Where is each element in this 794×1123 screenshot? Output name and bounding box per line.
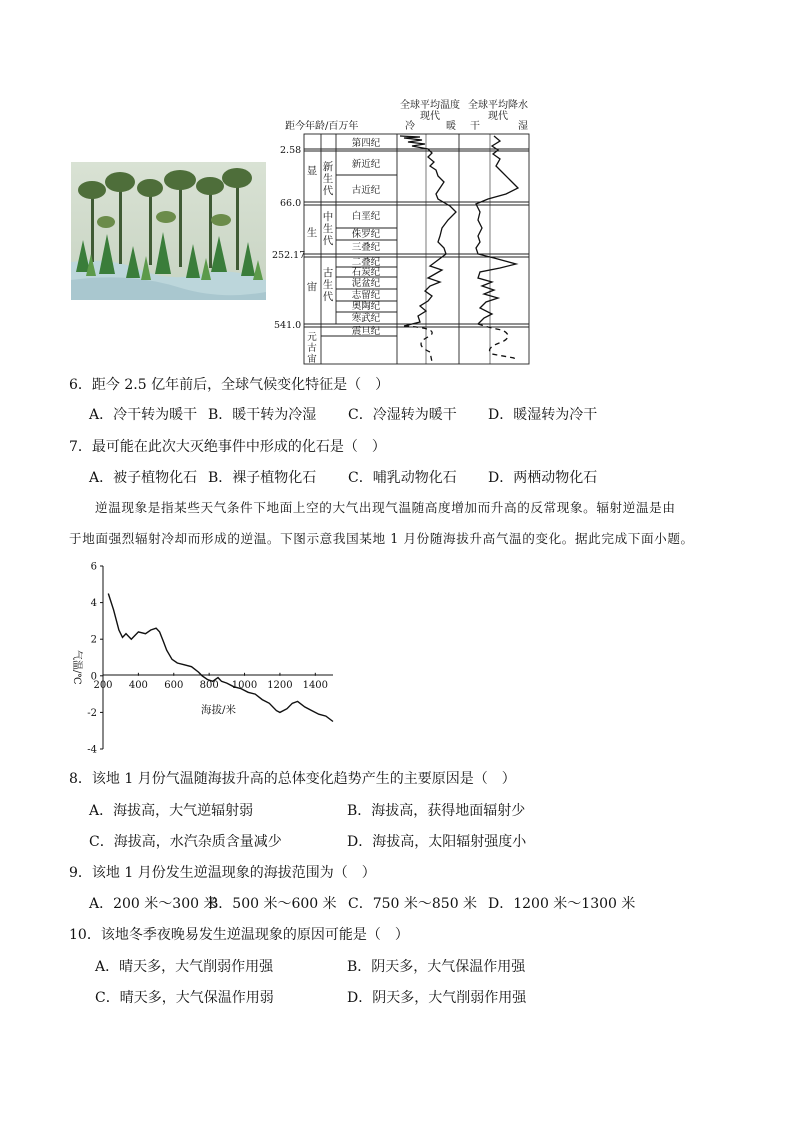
era-char: 代 bbox=[322, 235, 334, 247]
age-label-2-58: 2.58 bbox=[280, 145, 302, 156]
q7-option-b[interactable]: B．裸子植物化石 bbox=[208, 470, 317, 486]
question-6-stem: 6．距今 2.5 亿年前后，全球气候变化特征是（ ） bbox=[69, 377, 390, 393]
temperature-series-line bbox=[108, 594, 333, 722]
period-label: 新近纪 bbox=[351, 159, 381, 170]
q7-option-a[interactable]: A．被子植物化石 bbox=[89, 470, 198, 486]
eon-char: 古 bbox=[307, 343, 317, 354]
era-char: 代 bbox=[322, 291, 334, 303]
age-label-252: 252.17 bbox=[272, 250, 306, 261]
precipitation-curve-dashed bbox=[478, 324, 516, 362]
temperature-altitude-chart bbox=[66, 556, 346, 756]
period-label: 侏罗纪 bbox=[351, 229, 381, 240]
era-char: 代 bbox=[322, 185, 334, 197]
q6-option-d[interactable]: D．暖湿转为冷干 bbox=[488, 407, 598, 423]
question-8-stem: 8．该地 1 月份气温随海拔升高的总体变化趋势产生的主要原因是（ ） bbox=[69, 771, 516, 787]
q7-option-c[interactable]: C．哺乳动物化石 bbox=[348, 470, 457, 486]
eon-char: 宙 bbox=[306, 281, 318, 293]
q9-option-a[interactable]: A．200 米～300 米 bbox=[89, 896, 218, 912]
y-tick-label: 0 bbox=[90, 671, 97, 683]
age-label-66: 66.0 bbox=[280, 198, 302, 209]
precip-header-line2: 现代 bbox=[488, 111, 508, 122]
period-label: 三叠纪 bbox=[351, 242, 381, 253]
y-tick-label: 6 bbox=[90, 561, 97, 573]
q6-option-c[interactable]: C．冷湿转为暖干 bbox=[348, 407, 457, 423]
y-tick-label: -4 bbox=[87, 744, 97, 756]
temp-end-warm: 暖 bbox=[446, 121, 456, 132]
precip-header-line1: 全球平均降水 bbox=[468, 100, 528, 111]
q8-option-c[interactable]: C．海拔高，水汽杂质含量减少 bbox=[89, 834, 282, 850]
period-label: 二叠纪 bbox=[351, 257, 381, 268]
eon-char: 宙 bbox=[307, 354, 317, 365]
temp-end-cold: 冷 bbox=[405, 121, 415, 132]
age-label-541: 541.0 bbox=[274, 320, 302, 331]
eon-char: 显 bbox=[306, 165, 318, 177]
y-tick-label: 2 bbox=[90, 634, 97, 646]
period-label: 古近纪 bbox=[351, 185, 381, 196]
period-label: 石炭纪 bbox=[351, 267, 381, 278]
q9-option-b[interactable]: B．500 米～600 米 bbox=[208, 896, 337, 912]
precipitation-curve bbox=[476, 136, 518, 324]
x-tick-label: 1200 bbox=[267, 679, 293, 691]
temperature-curve-dashed bbox=[404, 326, 432, 362]
eon-char: 元 bbox=[307, 332, 317, 343]
passage-line-2: 于地面强烈辐射冷却而形成的逆温。下图示意我国某地 1 月份随海拔升高气温的变化。据此完成下面小题。 bbox=[69, 531, 694, 546]
period-label: 泥盆纪 bbox=[351, 278, 381, 289]
question-10-stem: 10．该地冬季夜晚易发生逆温现象的原因可能是（ ） bbox=[69, 927, 409, 943]
era-char: 生 bbox=[322, 173, 334, 185]
q8-option-b[interactable]: B．海拔高，获得地面辐射少 bbox=[347, 803, 526, 819]
temp-header-line2: 现代 bbox=[420, 111, 440, 122]
x-axis-label: 海拔/米 bbox=[201, 704, 237, 716]
q8-option-d[interactable]: D．海拔高，太阳辐射强度小 bbox=[347, 834, 527, 850]
era-char: 中 bbox=[322, 211, 334, 223]
q7-option-d[interactable]: D．两栖动物化石 bbox=[488, 470, 598, 486]
x-tick-label: 200 bbox=[93, 679, 113, 691]
age-axis-label: 距今年龄/百万年 bbox=[285, 121, 359, 132]
period-label: 志留纪 bbox=[351, 290, 381, 301]
ancient-forest-illustration bbox=[71, 162, 266, 300]
q6-option-b[interactable]: B．暖干转为冷湿 bbox=[208, 407, 317, 423]
q8-option-a[interactable]: A．海拔高，大气逆辐射弱 bbox=[89, 803, 254, 819]
passage-line-1: 逆温现象是指某些天气条件下地面上空的大气出现气温随高度增加而升高的反常现象。辐射逆温是由 bbox=[95, 500, 676, 515]
y-tick-label: 4 bbox=[90, 598, 97, 610]
x-tick-label: 800 bbox=[199, 679, 219, 691]
x-tick-label: 600 bbox=[164, 679, 184, 691]
x-tick-label: 1400 bbox=[302, 679, 329, 691]
q10-option-c[interactable]: C．晴天多，大气保温作用弱 bbox=[95, 990, 274, 1006]
period-label: 奥陶纪 bbox=[351, 301, 381, 312]
q10-option-b[interactable]: B．阴天多，大气保温作用强 bbox=[347, 959, 526, 975]
era-char: 新 bbox=[322, 161, 334, 173]
era-char: 古 bbox=[322, 267, 334, 279]
geologic-time-chart bbox=[272, 96, 540, 368]
y-tick-label: -2 bbox=[87, 707, 97, 719]
y-axis-label: 气温/℃ bbox=[71, 650, 82, 685]
q6-option-a[interactable]: A．冷干转为暖干 bbox=[89, 407, 198, 423]
x-tick-label: 400 bbox=[128, 679, 148, 691]
period-label: 震旦纪 bbox=[351, 326, 381, 337]
passage bbox=[69, 492, 729, 554]
x-tick-label: 1000 bbox=[231, 679, 258, 691]
question-7-stem: 7．最可能在此次大灭绝事件中形成的化石是（ ） bbox=[69, 439, 386, 455]
eon-char: 生 bbox=[306, 227, 318, 239]
precip-end-dry: 干 bbox=[470, 121, 480, 132]
precip-end-wet: 湿 bbox=[518, 121, 528, 132]
q10-option-d[interactable]: D．阴天多，大气削弱作用强 bbox=[347, 990, 527, 1006]
era-char: 生 bbox=[322, 223, 334, 235]
era-char: 生 bbox=[322, 279, 334, 291]
question-9-stem: 9．该地 1 月份发生逆温现象的海拔范围为（ ） bbox=[69, 865, 376, 881]
period-label: 白垩纪 bbox=[351, 211, 381, 222]
q10-option-a[interactable]: A．晴天多，大气削弱作用强 bbox=[95, 959, 274, 975]
period-label: 寒武纪 bbox=[351, 313, 381, 324]
period-label: 第四纪 bbox=[351, 138, 381, 149]
temp-header-line1: 全球平均温度 bbox=[400, 100, 460, 111]
q9-option-d[interactable]: D．1200 米～1300 米 bbox=[488, 896, 636, 912]
temperature-curve bbox=[400, 136, 456, 326]
q9-option-c[interactable]: C．750 米～850 米 bbox=[348, 896, 478, 912]
